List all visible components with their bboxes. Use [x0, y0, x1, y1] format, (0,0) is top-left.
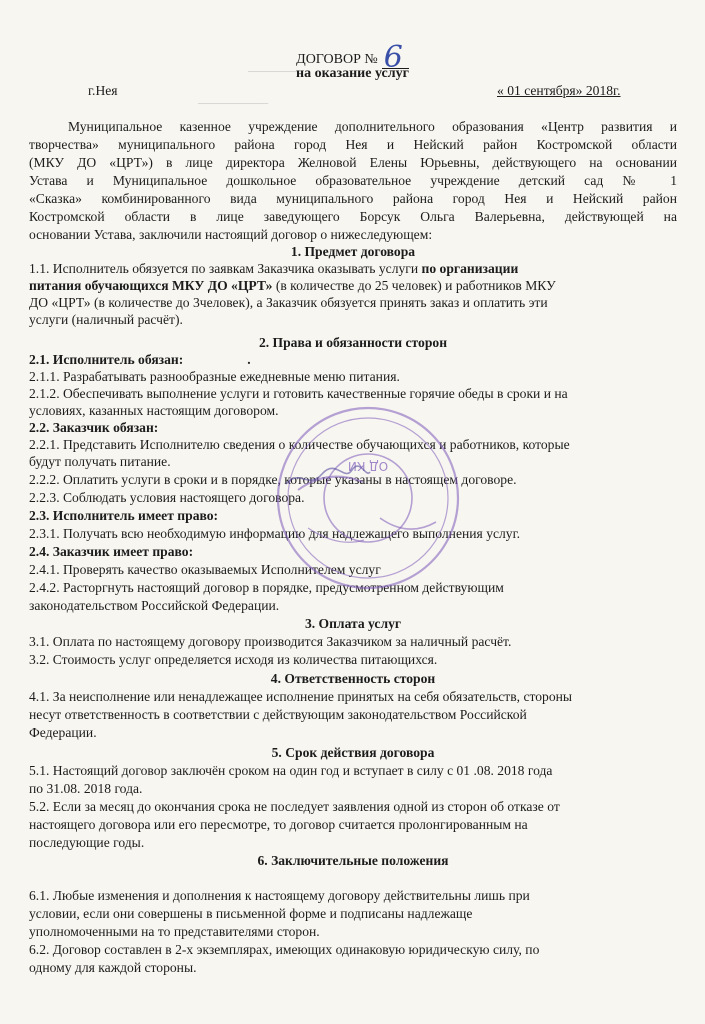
handwritten-contract-number: 6 — [382, 48, 409, 69]
section-heading: 2. Права и обязанности сторон — [258, 335, 448, 350]
clause-1-1 — [29, 277, 677, 294]
bleed-through-mark: ───────── — [198, 98, 269, 110]
clause-6-1: 6.1. Любые изменения и дополнения к настоящему договору действительны лишь при — [29, 888, 530, 903]
clause-2-4-2: 2.4.2. Расторгнуть настоящий договор в порядке, предусмотренном действующим — [29, 580, 504, 595]
section-heading: 4. Ответственность сторон — [270, 671, 436, 686]
preamble-line: Костромской области в лице заведующего Борсук Ольга Валерьевна, действующей на — [29, 209, 677, 224]
clause-2-4-2: законодательством Российской Федерации. — [29, 598, 280, 613]
clause-2-3-1: 2.3.1. Получать всю необходимую информацию для надлежащего выполнения услуг. — [29, 526, 521, 541]
preamble-line: творчества» муниципального района город Нея и Нейский район Костромской области — [29, 137, 677, 152]
clause-5-2: 5.2. Если за месяц до окончания срока не последует заявления одной из сторон об отказе от — [29, 799, 560, 814]
stamp-outer-ring — [278, 408, 458, 588]
section-heading: 1. Предмет договора — [290, 244, 416, 259]
clause-6-1: уполномоченными на то представителями сторон. — [29, 924, 320, 939]
clause-4-1: Федерации. — [29, 725, 97, 740]
clause-2-2-1: будут получать питание. — [29, 454, 171, 469]
clause-3-1: 3.1. Оплата по настоящему договору производится Заказчиком за наличный расчёт. — [29, 634, 512, 649]
clause-5-2: последующие годы. — [29, 835, 145, 850]
clause-text: (в количестве до 25 человек) и работников МКУ — [272, 278, 556, 293]
clause-6-2: одному для каждой стороны. — [29, 960, 197, 975]
clause-3-2: 3.2. Стоимость услуг определяется исходя из количества питающихся. — [29, 652, 438, 667]
clause-4-1: 4.1. За неисполнение или ненадлежащее исполнение принятых на себя обязательств, стороны — [29, 689, 573, 704]
clause-2-1-1: 2.1.1. Разрабатывать разнообразные ежедневные меню питания. — [29, 369, 400, 384]
clause-text-bold: питания обучающихся МКУ ДО «ЦРТ» — [29, 278, 273, 293]
title-text: ДОГОВОР № — [296, 52, 378, 67]
preamble-line: Муниципальное казенное учреждение дополнительного образования «Центр развития и — [68, 119, 677, 134]
preamble-line: основании Устава, заключили настоящий договор о нижеследующем: — [29, 227, 433, 242]
clause-2-4-1: 2.4.1. Проверять качество оказываемых Исполнителем услуг — [29, 562, 381, 577]
clause-5-1: 5.1. Настоящий договор заключён сроком на один год и вступает в силу с 01 .08. 2018 года — [29, 763, 553, 778]
clause-6-1: условии, если они совершены в письменной форме и подписаны надлежаще — [29, 906, 473, 921]
city: г.Нея — [88, 83, 118, 98]
clause-6-2: 6.2. Договор составлен в 2-х экземплярах, имеющих одинаковую юридическую силу, по — [29, 942, 540, 957]
clause-text: 1.1. Исполнитель обязуется по заявкам Заказчика оказывать услуги — [29, 261, 422, 276]
contract-subtitle: на оказание услуг — [296, 66, 409, 81]
organization-stamp — [268, 398, 468, 598]
stamp-inner-ring — [288, 418, 448, 578]
section-heading: 6. Заключительные положения — [257, 853, 449, 868]
clause-2-2-1: 2.2.1. Представить Исполнителю сведения о количестве обучающихся и работников, которые — [29, 437, 570, 452]
clause-2-1-2: 2.1.2. Обеспечивать выполнение услуги и готовить качественные горячие обеды в сроки и на — [29, 386, 568, 401]
preamble-line: «Сказка» комбинированного вида муниципального района город Нея и Нейский район — [29, 191, 677, 206]
clause-2-2-3: 2.2.3. Соблюдать условия настоящего договора. — [29, 490, 305, 505]
clause-5-1: по 31.08. 2018 года. — [29, 781, 143, 796]
clause-2-1-2: условиях, казанных настоящим договором. — [29, 403, 279, 418]
clause-1-1: ДО «ЦРТ» (в количестве до 3человек), а Заказчик обязуется принять заказ и оплатить эти — [29, 295, 548, 310]
clause-1-1: услуги (наличный расчёт). — [29, 312, 183, 327]
subsection-dot: . — [247, 352, 251, 367]
clause-2-2-2: 2.2.2. Оплатить услуги в сроки и в порядке, которые указаны в настоящем договоре. — [29, 472, 517, 487]
subsection-heading: 2.4. Заказчик имеет право: — [29, 544, 194, 559]
stamp-ink-stroke — [380, 518, 436, 529]
section-heading: 3. Оплата услуг — [304, 616, 402, 631]
preamble-line: (МКУ ДО «ЦРТ») в лице директора Желновой Елены Юрьевны, действующего на основании — [29, 155, 677, 170]
stamp-text: ОД КИ — [347, 459, 389, 473]
subsection-heading: 2.2. Заказчик обязан: — [29, 420, 159, 435]
subsection-title: 2.1. Исполнитель обязан: — [29, 352, 184, 367]
clause-text-bold: по организации — [421, 261, 519, 276]
clause-5-2: настоящего договора или его пересмотре, то договор считается пролонгированным на — [29, 817, 528, 832]
section-heading: 5. Срок действия договора — [271, 745, 435, 760]
contract-date: « 01 сентября» 2018г. — [497, 83, 621, 98]
subsection-heading: 2.3. Исполнитель имеет право: — [29, 508, 219, 523]
preamble-line: Устава и Муниципальное дошкольное образовательное учреждение детский сад № 1 — [29, 173, 677, 188]
bleed-through-mark: ─────── — [248, 66, 303, 78]
signature-scribble — [282, 462, 372, 492]
subsection-heading — [29, 351, 677, 368]
clause-4-1: несут ответственность в соответствии с действующим законодательством Российской — [29, 707, 527, 722]
clause-1-1 — [29, 260, 677, 277]
